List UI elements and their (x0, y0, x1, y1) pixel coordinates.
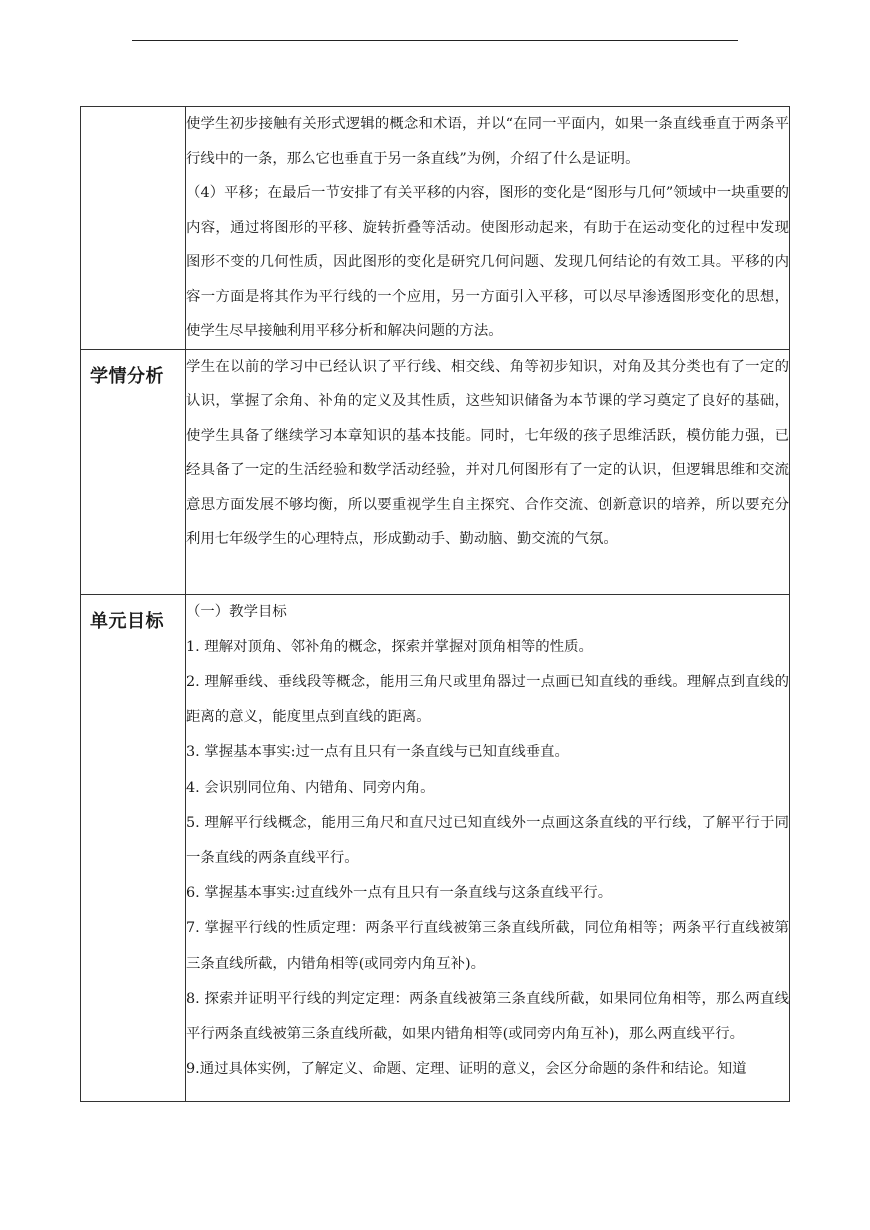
row-label: 单元目标 (90, 610, 164, 632)
row-content-cell (186, 107, 790, 350)
objective-item: 2. 理解垂线、垂线段等概念，能用三角尺或里角器过一点画已知直线的垂线。理解点到直线的距离的意义，能度里点到直线的距离。 (186, 673, 789, 726)
objective-item: 8. 探索并证明平行线的判定定理：两条直线被第三条直线所截，如果同位角相等，那么两直线平行两条直线被第三条直线所截，如果内错角相等(或同旁内角互补)，那么两直线平行。 (186, 990, 789, 1042)
row-label-cell (81, 349, 186, 594)
paragraph: （4）平移；在最后一节安排了有关平移的内容，图形的变化是“图形与几何”领域中一块重要的内容，通过将图形的平移、旋转折叠等活动。使图形动起来，有助于在运动变化的过程中发现图形不变的几何性质，因此图形的变化是研究几何问题、发现几何结论的有效工具。平移的内容一方面是将其作为平行线的一个应用，另一方面引入平移，可以尽早渗透图形变化的思想，使学生尽早接触利用平移分析和解决问题的方法。 (186, 185, 789, 339)
objective-item: 4. 会识别同位角、内错角、同旁内角。 (186, 779, 435, 796)
table-row (81, 107, 790, 350)
objective-item: 5. 理解平行线概念，能用三角尺和直尺过已知直线外一点画这条直线的平行线，了解平行于同一条直线的两条直线平行。 (186, 814, 789, 866)
table-row (81, 594, 790, 1101)
paragraph: 使学生初步接触有关形式逻辑的概念和术语，并以“在同一平面内，如果一条直线垂直于两条平行线中的一条，那么它也垂直于另一条直线”为例，介绍了什么是证明。 (186, 116, 789, 167)
objective-item: 6. 掌握基本事实:过直线外一点有且只有一条直线与这条直线平行。 (186, 885, 613, 902)
row-label-cell (81, 107, 186, 350)
row-label-cell (81, 594, 186, 1101)
row-content-cell (186, 594, 790, 1101)
objective-item: 7. 掌握平行线的性质定理：两条平行直线被第三条直线所截，同位角相等；两条平行直线被第三条直线所截，内错角相等(或同旁内角互补)。 (186, 920, 789, 972)
objective-item: 9.通过具体实例，了解定义、命题、定理、证明的意义，会区分命题的条件和结论。知道 (186, 1061, 747, 1078)
row-content-cell (186, 349, 790, 594)
lesson-plan-table (80, 106, 790, 1102)
row-label (81, 107, 185, 122)
objective-item: 3. 掌握基本事实:过一点有且只有一条直线与已知直线垂直。 (186, 744, 569, 761)
row-label: 学情分析 (90, 365, 164, 387)
paragraph: 学生在以前的学习中已经认识了平行线、相交线、角等初步知识，对角及其分类也有了一定的认识，掌握了余角、补角的定义及其性质，这些知识储备为本节课的学习奠定了良好的基础，使学生具备了继续学习本章知识的基本技能。同时，七年级的孩子思维活跃，模仿能力强，已经具备了一定的生活经验和数学活动经验，并对几何图形有了一定的认识，但逻辑思维和交流意思方面发展不够均衡，所以要重视学生自主探究、合作交流、创新意识的培养，所以要充分利用七年级学生的心理特点，形成勤动手、勤动脑、勤交流的气氛。 (186, 358, 789, 547)
header-rule (132, 40, 738, 41)
objectives-heading: （一）教学目标 (186, 603, 287, 620)
objective-item: 1. 理解对顶角、邻补角的概念，探索并掌握对顶角相等的性质。 (186, 638, 593, 655)
table-row (81, 349, 790, 594)
